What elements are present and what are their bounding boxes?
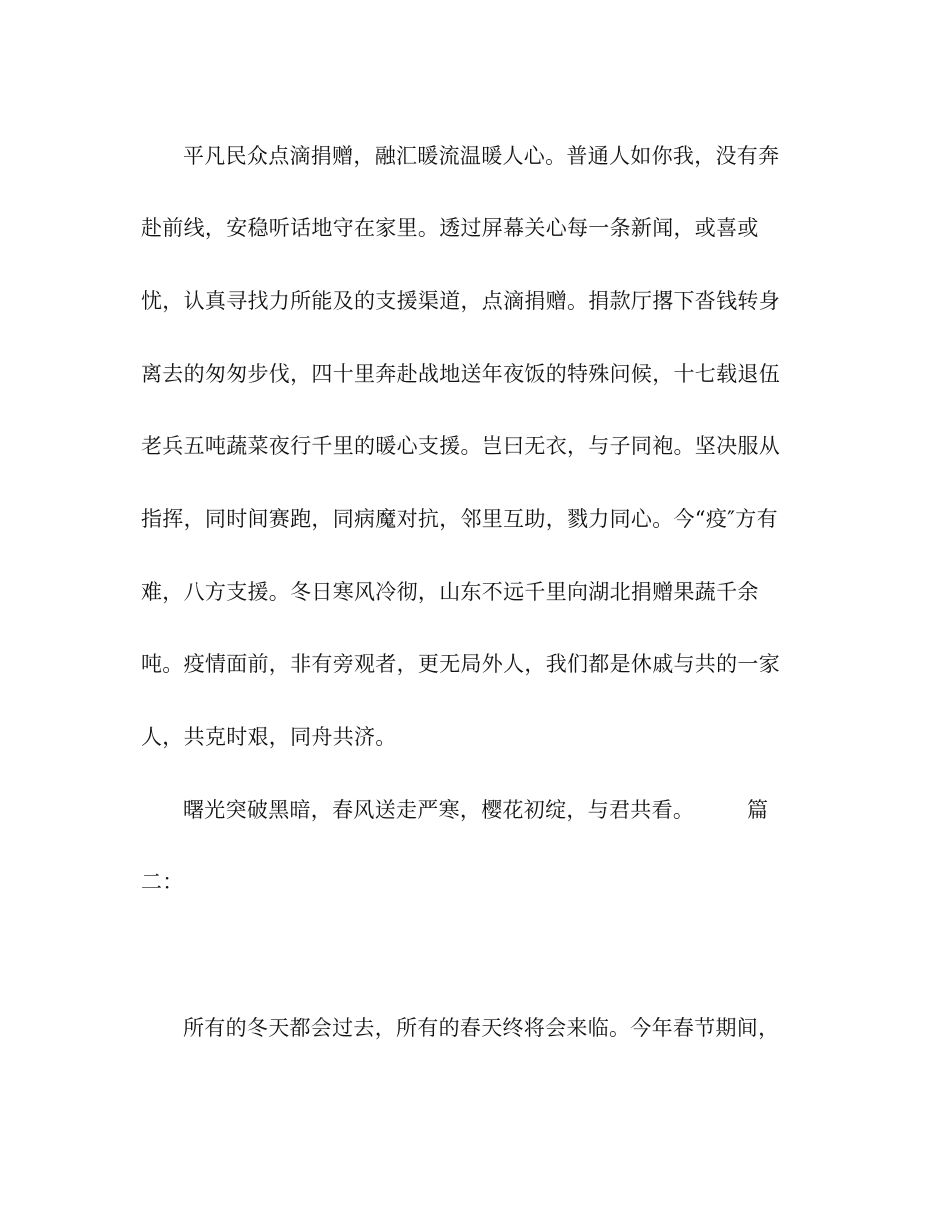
paragraph-2-line-1: 曙光突破黑暗，春风送走严寒，樱花初绽，与君共看。 bbox=[183, 798, 695, 822]
paragraph-1-line-9: 人，共克时艰，同舟共济。 bbox=[141, 725, 397, 749]
section-label-part-2: 二： bbox=[141, 870, 184, 894]
paragraph-1-line-7: 难，八方支援。冬日寒风冷彻，山东不远千里向湖北捐赠果蔬千余 bbox=[141, 580, 759, 604]
paragraph-3-line-1: 所有的冬天都会过去，所有的春天终将会来临。今年春节期间， bbox=[183, 1016, 780, 1040]
paragraph-1-line-3: 忧，认真寻找力所能及的支援渠道，点滴捐赠。捐款厅撂下沓钱转身 bbox=[141, 289, 780, 313]
paragraph-1-line-4: 离去的匆匆步伐，四十里奔赴战地送年夜饭的特殊问候，十七载退伍 bbox=[141, 362, 780, 386]
paragraph-1-line-8: 吨。疫情面前，非有旁观者，更无局外人，我们都是休戚与共的一家 bbox=[141, 652, 780, 676]
paragraph-1-line-5: 老兵五吨蔬菜夜行千里的暖心支援。岂曰无衣，与子同袍。坚决服从 bbox=[141, 434, 780, 458]
section-label-part-1: 篇 bbox=[747, 798, 768, 822]
paragraph-1-line-6: 指挥，同时间赛跑，同病魔对抗，邻里互助，戮力同心。今“疫″方有 bbox=[141, 507, 778, 531]
paragraph-1-line-1: 平凡民众点滴捐赠，融汇暖流温暖人心。普通人如你我，没有奔 bbox=[183, 144, 780, 168]
paragraph-1-line-2: 赴前线，安稳听话地守在家里。透过屏幕关心每一条新闻，或喜或 bbox=[141, 216, 759, 240]
